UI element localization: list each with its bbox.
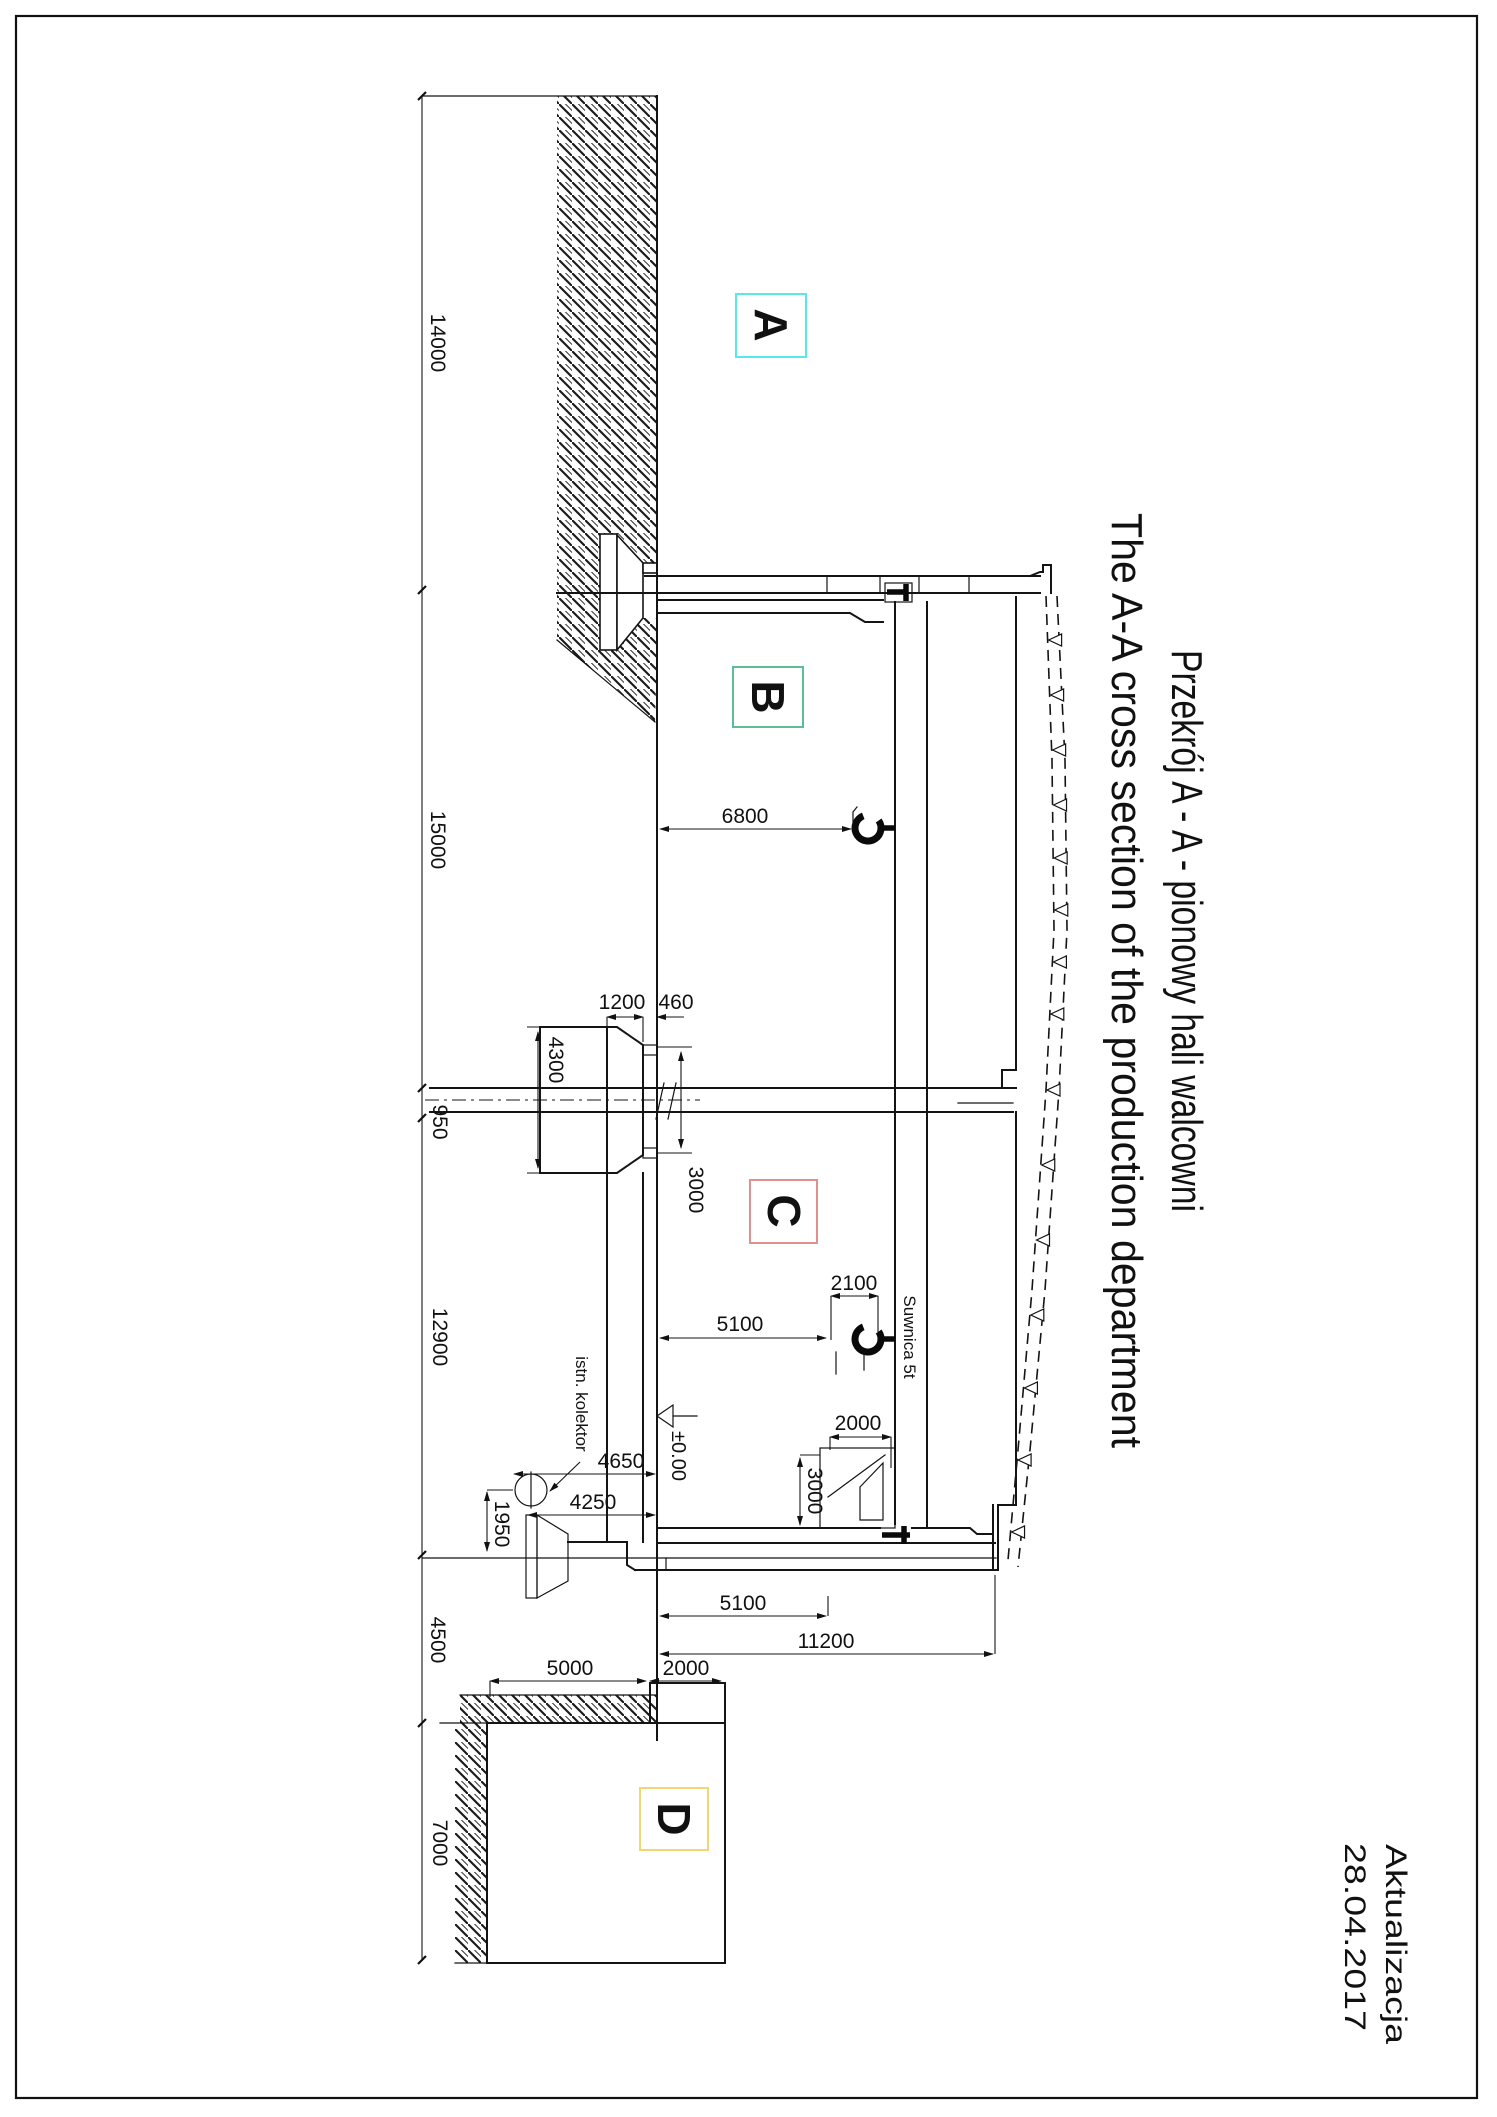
ground-hatch-hall-d	[455, 1695, 657, 1963]
dim-cap-len: 4300	[544, 1036, 567, 1084]
update-note	[1338, 1843, 1412, 2044]
level-mark	[657, 1405, 697, 1427]
crane-label: Suwnica 5t	[900, 1295, 919, 1379]
dim-bay-c: 12900	[428, 1307, 451, 1367]
dim-wall-bc: 950	[428, 1104, 451, 1140]
foundation-bottom	[526, 1515, 635, 1598]
slope-arrow-icon	[1051, 689, 1064, 701]
zone-label-b: B	[742, 680, 794, 714]
zone-label-a: A	[745, 308, 797, 342]
dim-hook-c: 5100	[716, 1313, 764, 1336]
slope-arrow-icon	[1049, 634, 1062, 646]
slope-arrow-icon	[1053, 956, 1066, 968]
slope-arrow-icon	[1037, 1234, 1050, 1246]
dim-bay-a: 14000	[426, 313, 449, 373]
dim-collector-a: 4650	[597, 1450, 645, 1473]
dim-collector-c: 1950	[490, 1500, 513, 1548]
slope-arrow-icon	[1042, 1159, 1055, 1171]
dim-strip: 4500	[426, 1616, 449, 1664]
slope-arrow-icon	[1053, 744, 1066, 756]
dim-wall-low: 5100	[719, 1592, 767, 1615]
crane-hook-b	[850, 807, 895, 846]
dim-cap-w2: 460	[658, 991, 694, 1014]
interior-dimensions	[487, 829, 995, 1697]
dim-bay-d: 7000	[428, 1819, 451, 1867]
slope-arrow-icon	[1031, 1309, 1044, 1321]
zone-label-c: C	[758, 1194, 810, 1228]
slope-arrow-icon	[1055, 904, 1068, 916]
slope-arrow-icon	[1047, 1084, 1060, 1096]
dim-collector-b: 4250	[569, 1491, 617, 1514]
crane-bridge	[895, 602, 927, 1528]
dim-d-offset: 2000	[662, 1657, 710, 1680]
inner-wall-right	[993, 597, 1016, 1570]
dim-machine-w: 2000	[834, 1412, 882, 1435]
title-line-pl: Przekrój A - A - pionowy hali walcowni	[1162, 650, 1211, 1384]
zone-labels	[640, 294, 817, 1850]
dim-machine-h: 3000	[803, 1467, 826, 1515]
dim-d-width: 5000	[546, 1657, 594, 1680]
dim-hook-b: 6800	[721, 805, 769, 828]
slope-arrow-icon	[1012, 1526, 1025, 1538]
dim-cap-h: 3000	[684, 1166, 707, 1214]
slope-arrow-icon	[1024, 1382, 1037, 1394]
slope-arrow-icon	[1054, 799, 1067, 811]
dim-bay-b: 15000	[426, 810, 449, 870]
collector-label: istn. kolektor	[572, 1356, 591, 1452]
drawing-title	[1102, 513, 1211, 1514]
dim-trolley: 2100	[830, 1272, 878, 1295]
dim-wall-high: 11200	[797, 1630, 855, 1653]
slope-arrow-icon	[1018, 1454, 1031, 1466]
level-label: ±0.00	[667, 1431, 689, 1481]
slope-arrow-icon	[1054, 852, 1067, 864]
dim-cap-w1: 1200	[598, 991, 646, 1014]
update-label: Aktualizacja	[1379, 1844, 1412, 2005]
crane-rail-top	[885, 583, 912, 602]
roof-slope-arrows	[1012, 634, 1068, 1538]
title-line-en: The A-A cross section of the production department	[1102, 513, 1151, 1514]
zone-label-d: D	[648, 1802, 700, 1836]
crane-hook-c	[836, 1321, 895, 1374]
update-date: 28.04.2017	[1338, 1843, 1371, 1994]
slope-arrow-icon	[1051, 1008, 1064, 1020]
machine-box	[820, 1448, 895, 1528]
